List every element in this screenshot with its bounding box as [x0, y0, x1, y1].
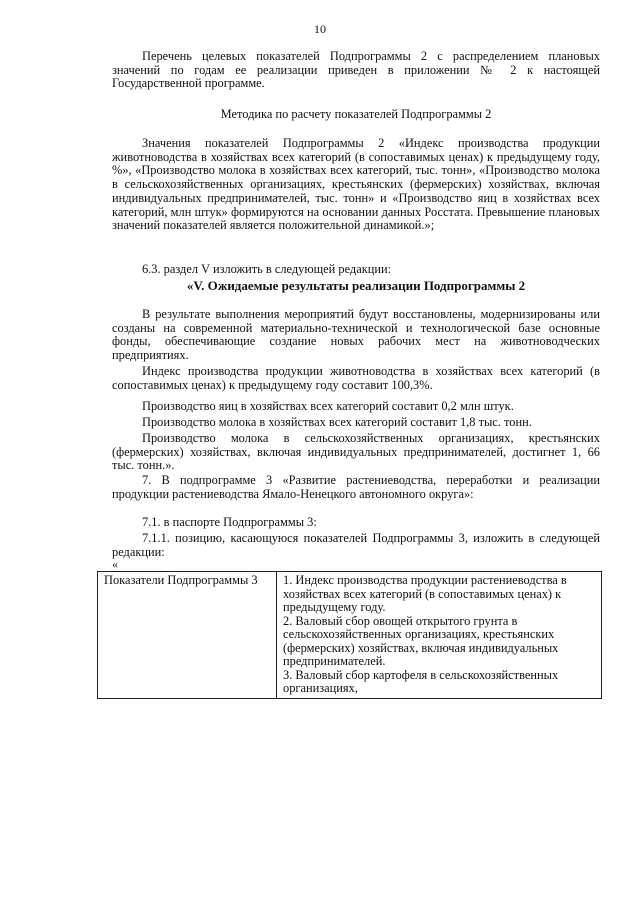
item-7-1: 7.1. в паспорте Подпрограммы 3: [142, 515, 317, 529]
table-row [98, 572, 602, 699]
results-paragraph-5: Производство молока в сельскохозяйственных организациях, крестьянских (фермерских) хозяйствах, включая индивидуальных предпринимателей, достигнет 1, 66 тыс. тонн.». [112, 431, 600, 473]
intro-paragraph: Перечень целевых показателей Подпрограммы 2 с распределением плановых значений по годам ее реализации приведен в приложении № 2 к настоящей Государственной программе. [112, 49, 600, 91]
indicator-item-1: 1. Индекс производства продукции растениеводства в хозяйствах всех категорий (в сопоставимых ценах) к предыдущему году. [283, 573, 567, 614]
method-heading: Методика по расчету показателей Подпрограммы 2 [220, 107, 492, 121]
page-number: 10 [314, 22, 326, 36]
results-paragraph-2: Индекс производства продукции животноводства в хозяйствах всех категорий (в сопоставимых ценах) к предыдущему году составит 100,3%. [112, 364, 600, 392]
method-paragraph: Значения показателей Подпрограммы 2 «Индекс производства продукции животноводства в хозяйствах всех категорий (в сопоставимых ценах) к предыдущему году, %», «Производство молока в хозяйствах всех категорий, тыс. тонн», «Производство молока в сельскохозяйственных организациях, крестьянских (фермерских) хозяйствах, включая индивидуальных предпринимателей, тыс. тонн» и «Производство яиц в хозяйствах всех категорий, млн штук» формируются на основании данных Росстата. Превышение плановых значений показателей является положительной динамикой.»; [112, 136, 600, 233]
results-paragraph-3: Производство яиц в хозяйствах всех категорий составит 0,2 млн штук. [142, 399, 514, 413]
indicator-item-3: 3. Валовый сбор картофеля в сельскохозяйственных организациях, [283, 667, 559, 695]
indicators-list-cell [277, 572, 602, 699]
indicators-label-cell: Показатели Подпрограммы 3 [98, 572, 277, 699]
indicator-item-2: 2. Валовый сбор овощей открытого грунта в сельскохозяйственных организациях, крестьянских (фермерских) хозяйствах, включая индивидуальных предпринимателей. [283, 613, 559, 668]
indicators-table [97, 571, 602, 699]
results-paragraph-4: Производство молока в хозяйствах всех категорий составит 1,8 тыс. тонн. [142, 415, 532, 429]
item-6-3: 6.3. раздел V изложить в следующей редакции: [142, 262, 392, 276]
open-quote: « [112, 557, 118, 571]
section-v-heading: «V. Ожидаемые результаты реализации Подпрограммы 2 [186, 278, 526, 293]
item-7: 7. В подпрограмме 3 «Развитие растениеводства, переработки и реализации продукции растениеводства Ямало-Ненецкого автономного округа»: [112, 473, 600, 501]
item-7-1-1: 7.1.1. позицию, касающуюся показателей Подпрограммы 3, изложить в следующей редакции: [112, 531, 600, 559]
results-paragraph-1: В результате выполнения мероприятий будут восстановлены, модернизированы или созданы на современной материально-технической и технологической базе основные фонды, обеспечивающие создание новых рабочих мест на животноводческих предприятиях. [112, 307, 600, 363]
